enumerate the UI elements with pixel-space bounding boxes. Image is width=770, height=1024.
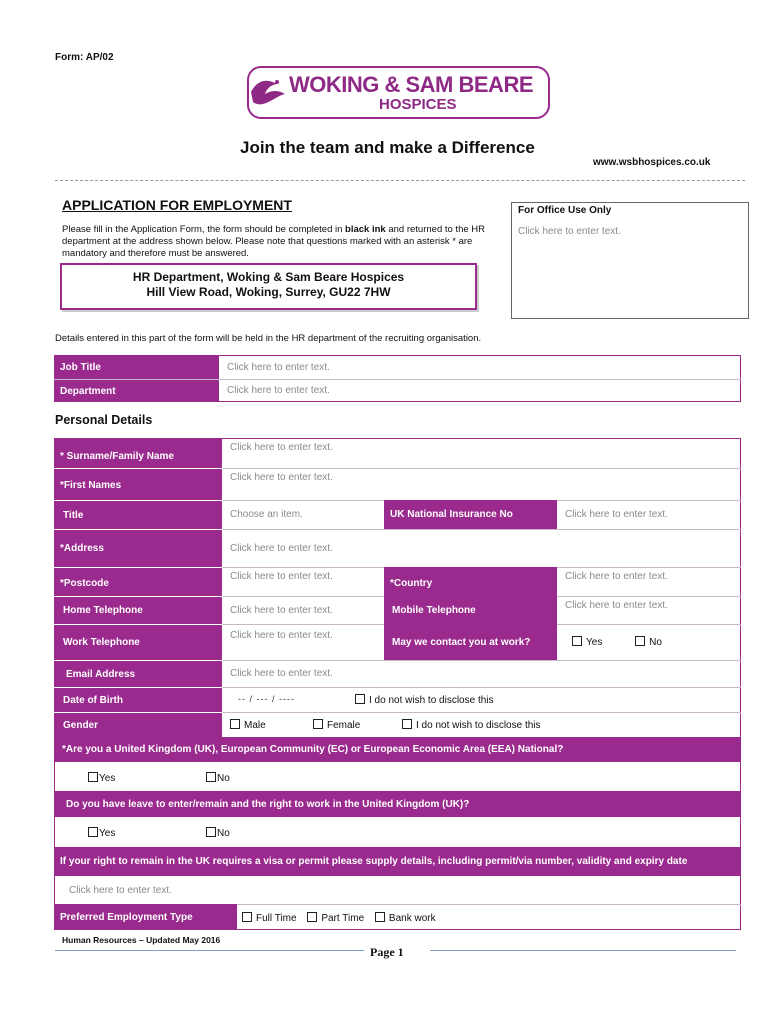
bank-work-option[interactable] [375,913,436,924]
footer-rule-left [55,950,364,951]
visa-details-input[interactable]: Click here to enter text. [69,884,172,896]
ni-input[interactable]: Click here to enter text. [565,509,668,520]
contact-no-text: No [649,637,662,648]
leave-no-option[interactable] [206,827,230,839]
ni-label: UK National Insurance No [384,500,557,529]
bank-work-text: Bank work [388,913,436,924]
first-names-input[interactable]: Click here to enter text. [230,472,333,483]
details-note: Details entered in this part of the form will be held in the HR department of the recruiting organisation. [55,333,482,344]
checkbox-icon[interactable] [635,636,645,646]
gender-female-option[interactable] [313,719,360,731]
country-label: *Country [384,567,557,596]
gender-male-option[interactable] [230,719,266,731]
postcode-label: *Postcode [54,567,222,596]
footer-note: Human Resources – Updated May 2016 [62,935,221,945]
gender-female-text: Female [327,720,361,731]
checkbox-icon[interactable] [88,827,98,837]
part-time-text: Part Time [321,913,365,924]
address-input[interactable]: Click here to enter text. [230,542,333,554]
home-telephone-input[interactable]: Click here to enter text. [230,604,333,616]
checkbox-icon[interactable] [206,827,216,837]
personal-details-heading: Personal Details [55,413,153,427]
website-link[interactable]: www.wsbhospices.co.uk [593,157,711,168]
address-label: *Address [54,529,222,567]
visa-question: If your right to remain in the UK requires a visa or permit please supply details, including permit/via number, validity and expiry date [54,847,741,876]
checkbox-icon[interactable] [313,719,323,729]
work-telephone-label: Work Telephone [54,624,222,660]
hospice-logo [247,66,550,119]
office-use-title: For Office Use Only [518,205,612,216]
logo-name: WOKING & SAM BEARE [289,72,533,97]
department-label: Department [54,379,219,402]
hr-address-line2: Hill View Road, Woking, Surrey, GU22 7HW [146,285,391,299]
checkbox-icon[interactable] [355,694,365,704]
job-title-input[interactable]: Click here to enter text. [227,361,330,373]
contact-yes-option[interactable] [572,637,602,648]
logo-subtitle: HOSPICES [379,96,457,113]
page-headline: Join the team and make a Difference [240,138,535,157]
dob-input[interactable]: -- / --- / ---- [238,694,295,704]
leave-yes-option[interactable] [88,827,115,839]
job-title-label: Job Title [54,355,219,379]
contact-at-work-label: May we contact you at work? [384,624,557,660]
checkbox-icon[interactable] [242,912,252,922]
surname-input[interactable]: Click here to enter text. [230,442,333,453]
leave-no-text: No [217,828,230,839]
work-telephone-input[interactable]: Click here to enter text. [230,630,333,641]
title-select[interactable]: Choose an item. [230,509,303,520]
checkbox-icon[interactable] [307,912,317,922]
intro-post: and returned to the HR department at the address shown below. Please note that questions marked with an asterisk * are mandatory and therefore must be answered. [62,224,486,259]
footer-rule-right [430,950,736,951]
office-use-box[interactable] [511,202,749,319]
employment-type-label: Preferred Employment Type [54,904,237,930]
leave-yes-text: Yes [99,828,116,839]
dob-label: Date of Birth [54,687,222,712]
gender-optout-option[interactable] [402,719,541,731]
hr-address-line1: HR Department, Woking & Sam Beare Hospices [132,270,405,284]
page-number: Page 1 [370,945,404,959]
part-time-option[interactable] [307,913,364,924]
gender-label: Gender [54,712,222,737]
email-input[interactable]: Click here to enter text. [230,668,333,679]
department-input[interactable]: Click here to enter text. [227,385,330,396]
national-yes-text: Yes [99,773,116,784]
intro-pre: Please fill in the Application Form, the form should be completed in [62,224,346,235]
mobile-telephone-input[interactable]: Click here to enter text. [565,600,668,611]
office-use-input[interactable]: Click here to enter text. [518,226,621,237]
intro-text [62,224,487,260]
first-names-label: *First Names [54,468,222,500]
contact-yes-text: Yes [586,637,603,648]
contact-no-option[interactable] [635,637,662,648]
country-input[interactable]: Click here to enter text. [565,571,668,582]
checkbox-icon[interactable] [230,719,240,729]
national-yes-option[interactable] [88,772,115,784]
checkbox-icon[interactable] [402,719,412,729]
intro-bold: black ink [345,224,386,235]
checkbox-icon[interactable] [572,636,582,646]
national-no-option[interactable] [206,772,230,784]
header-divider [55,180,745,181]
leave-question: Do you have leave to enter/remain and the right to work in the United Kingdom (UK)? [54,791,741,817]
checkbox-icon[interactable] [88,772,98,782]
checkbox-icon[interactable] [375,912,385,922]
full-time-option[interactable] [242,913,297,924]
surname-label: * Surname/Family Name [54,438,222,468]
national-no-text: No [217,773,230,784]
gender-optout-text: I do not wish to disclose this [416,720,541,731]
employment-type-options [242,912,436,924]
dob-optout-option[interactable] [355,694,494,706]
dove-icon [247,70,289,112]
section-title: APPLICATION FOR EMPLOYMENT [62,197,292,213]
full-time-text: Full Time [256,913,297,924]
mobile-telephone-label: Mobile Telephone [384,596,557,624]
home-telephone-label: Home Telephone [54,596,222,624]
gender-male-text: Male [244,720,266,731]
hr-address-box [60,263,477,310]
form-code: Form: AP/02 [55,52,114,63]
dob-optout-text: I do not wish to disclose this [369,695,494,706]
contact-at-work-options [572,636,662,648]
checkbox-icon[interactable] [206,772,216,782]
email-label: Email Address [54,660,222,687]
title-label: Title [54,500,222,529]
postcode-input[interactable]: Click here to enter text. [230,571,333,582]
national-question: *Are you a United Kingdom (UK), European Community (EC) or European Economic Area (EEA) National? [54,737,741,762]
